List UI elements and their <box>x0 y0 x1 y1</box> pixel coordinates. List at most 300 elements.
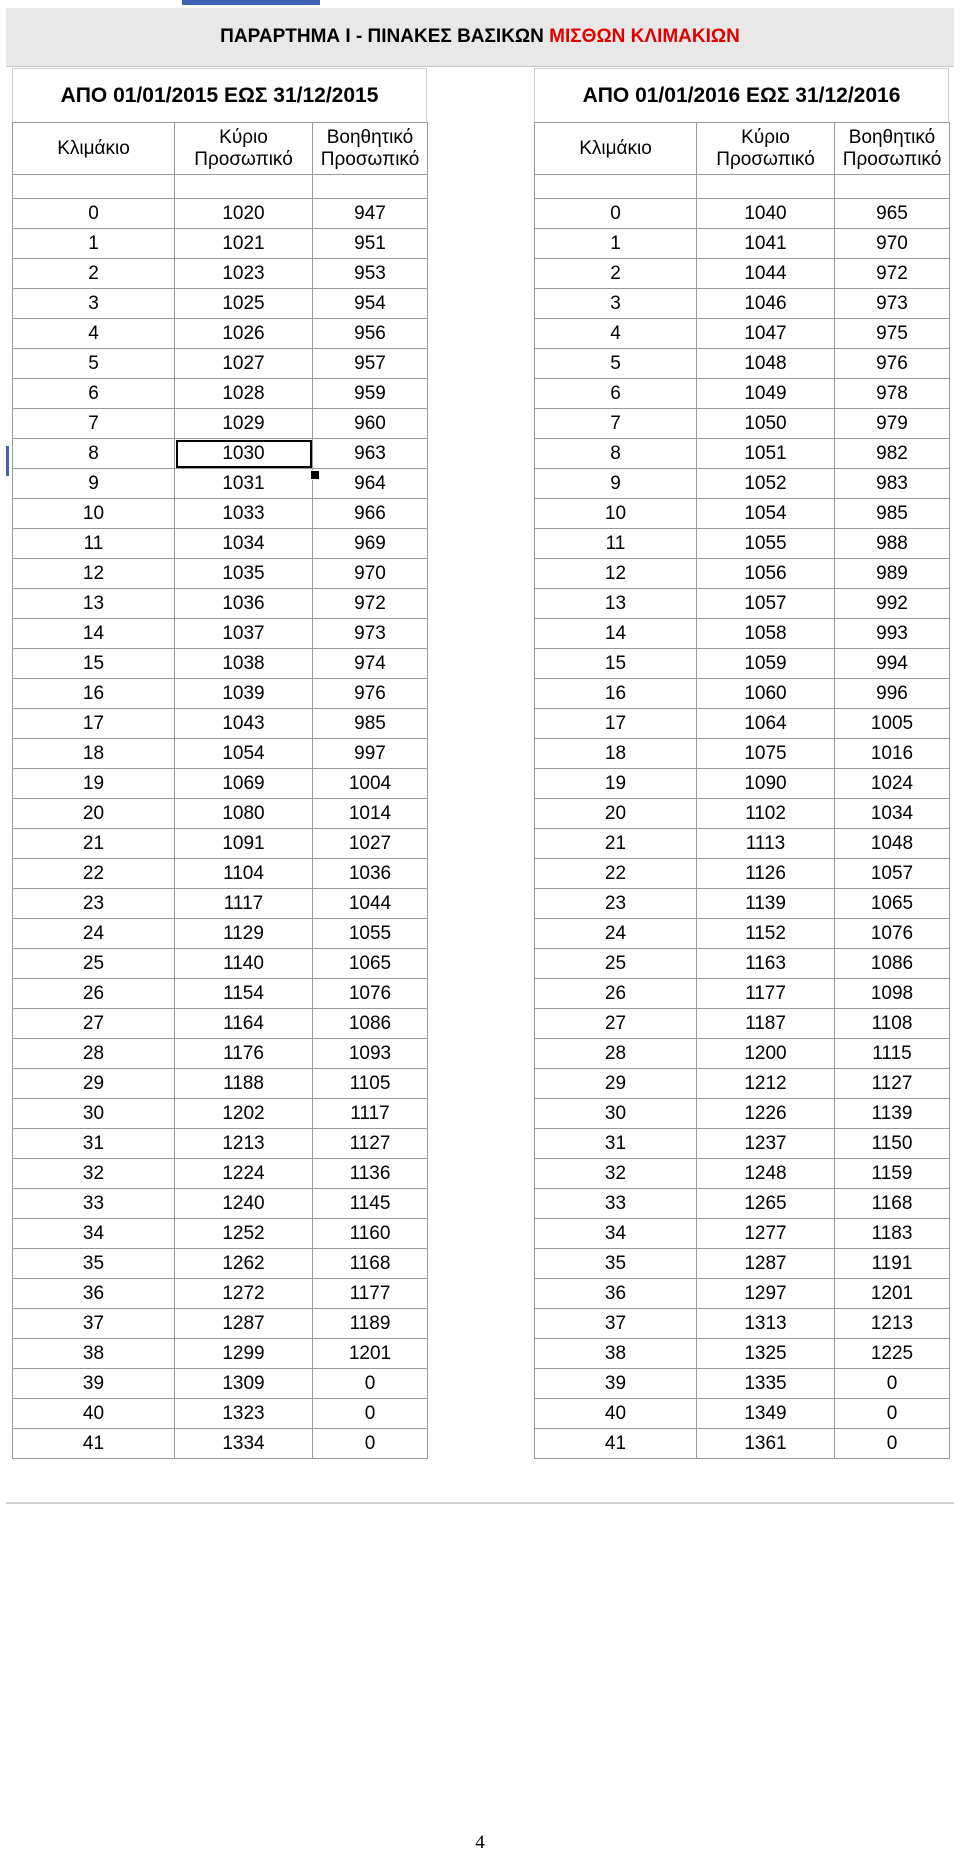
step-cell[interactable]: 41 <box>535 1429 697 1459</box>
step-cell[interactable]: 17 <box>13 709 175 739</box>
aux-salary-cell[interactable]: 1034 <box>835 799 950 829</box>
table-row <box>535 1069 950 1099</box>
step-cell[interactable]: 16 <box>13 679 175 709</box>
aux-salary-cell[interactable]: 1201 <box>835 1279 950 1309</box>
step-cell[interactable]: 15 <box>13 649 175 679</box>
aux-salary-cell[interactable]: 965 <box>835 199 950 229</box>
aux-salary-cell[interactable]: 1177 <box>313 1279 428 1309</box>
step-cell[interactable]: 12 <box>535 559 697 589</box>
step-cell[interactable]: 39 <box>535 1369 697 1399</box>
step-cell[interactable]: 14 <box>535 619 697 649</box>
table-row <box>535 1099 950 1129</box>
main-salary-cell[interactable]: 1069 <box>175 769 313 799</box>
main-salary-cell[interactable]: 1154 <box>175 979 313 1009</box>
step-cell[interactable]: 7 <box>535 409 697 439</box>
aux-salary-cell[interactable]: 978 <box>835 379 950 409</box>
step-cell[interactable]: 37 <box>13 1309 175 1339</box>
main-salary-cell[interactable]: 1043 <box>175 709 313 739</box>
main-salary-cell[interactable]: 1226 <box>697 1099 835 1129</box>
aux-salary-cell[interactable]: 0 <box>313 1429 428 1459</box>
main-salary-cell[interactable]: 1056 <box>697 559 835 589</box>
aux-salary-cell[interactable]: 953 <box>313 259 428 289</box>
step-cell[interactable]: 4 <box>535 319 697 349</box>
main-salary-cell[interactable]: 1054 <box>697 499 835 529</box>
main-salary-cell[interactable]: 1035 <box>175 559 313 589</box>
table-row <box>13 859 428 889</box>
table-row <box>535 379 950 409</box>
step-cell[interactable]: 35 <box>535 1249 697 1279</box>
step-cell[interactable]: 4 <box>13 319 175 349</box>
step-cell[interactable]: 6 <box>535 379 697 409</box>
step-cell[interactable]: 11 <box>13 529 175 559</box>
aux-salary-cell[interactable]: 1004 <box>313 769 428 799</box>
step-cell[interactable]: 25 <box>535 949 697 979</box>
main-salary-cell[interactable]: 1054 <box>175 739 313 769</box>
table-row <box>535 619 950 649</box>
aux-salary-cell[interactable]: 976 <box>835 349 950 379</box>
main-salary-cell[interactable]: 1252 <box>175 1219 313 1249</box>
step-cell[interactable]: 19 <box>13 769 175 799</box>
step-cell[interactable]: 3 <box>535 289 697 319</box>
main-salary-cell[interactable]: 1029 <box>175 409 313 439</box>
aux-salary-cell[interactable]: 1105 <box>313 1069 428 1099</box>
step-cell[interactable]: 22 <box>535 859 697 889</box>
main-salary-cell[interactable]: 1060 <box>697 679 835 709</box>
aux-salary-cell[interactable]: 963 <box>313 439 428 469</box>
table-row <box>535 1309 950 1339</box>
aux-salary-cell[interactable]: 983 <box>835 469 950 499</box>
step-cell[interactable]: 34 <box>13 1219 175 1249</box>
step-cell[interactable]: 34 <box>535 1219 697 1249</box>
main-salary-cell[interactable]: 1052 <box>697 469 835 499</box>
main-salary-cell[interactable]: 1033 <box>175 499 313 529</box>
table-row <box>535 499 950 529</box>
step-cell[interactable]: 19 <box>535 769 697 799</box>
step-cell[interactable]: 25 <box>13 949 175 979</box>
step-cell[interactable]: 37 <box>535 1309 697 1339</box>
main-salary-cell[interactable]: 1177 <box>697 979 835 1009</box>
main-salary-cell[interactable]: 1152 <box>697 919 835 949</box>
empty-cell[interactable] <box>13 175 175 199</box>
aux-salary-cell[interactable]: 959 <box>313 379 428 409</box>
aux-salary-cell[interactable]: 992 <box>835 589 950 619</box>
main-salary-cell[interactable]: 1044 <box>697 259 835 289</box>
fill-handle[interactable] <box>310 470 320 480</box>
main-salary-cell[interactable]: 1057 <box>697 589 835 619</box>
aux-salary-cell[interactable]: 0 <box>313 1399 428 1429</box>
step-cell[interactable]: 31 <box>13 1129 175 1159</box>
main-salary-cell[interactable]: 1248 <box>697 1159 835 1189</box>
step-cell[interactable]: 11 <box>535 529 697 559</box>
main-salary-cell[interactable]: 1058 <box>697 619 835 649</box>
main-salary-cell[interactable]: 1272 <box>175 1279 313 1309</box>
main-salary-cell[interactable]: 1039 <box>175 679 313 709</box>
main-salary-cell[interactable]: 1287 <box>175 1309 313 1339</box>
table-row <box>13 709 428 739</box>
aux-salary-cell[interactable]: 957 <box>313 349 428 379</box>
main-salary-cell[interactable]: 1265 <box>697 1189 835 1219</box>
aux-salary-cell[interactable]: 1168 <box>835 1189 950 1219</box>
table-row <box>13 199 428 229</box>
step-cell[interactable]: 18 <box>535 739 697 769</box>
table-row <box>13 499 428 529</box>
table-row <box>13 1279 428 1309</box>
aux-salary-cell[interactable]: 1189 <box>313 1309 428 1339</box>
aux-salary-cell[interactable]: 1076 <box>313 979 428 1009</box>
main-salary-cell[interactable]: 1299 <box>175 1339 313 1369</box>
table-row <box>13 1369 428 1399</box>
header-row <box>13 123 428 175</box>
aux-salary-cell[interactable]: 1098 <box>835 979 950 1009</box>
main-salary-cell[interactable]: 1023 <box>175 259 313 289</box>
step-cell[interactable]: 23 <box>535 889 697 919</box>
aux-salary-cell[interactable]: 1014 <box>313 799 428 829</box>
step-cell[interactable]: 0 <box>13 199 175 229</box>
aux-salary-cell[interactable]: 960 <box>313 409 428 439</box>
table-row <box>535 1189 950 1219</box>
step-cell[interactable]: 30 <box>13 1099 175 1129</box>
aux-salary-cell[interactable]: 956 <box>313 319 428 349</box>
main-salary-cell[interactable]: 1349 <box>697 1399 835 1429</box>
main-salary-cell[interactable]: 1297 <box>697 1279 835 1309</box>
aux-salary-cell[interactable]: 1086 <box>313 1009 428 1039</box>
main-salary-cell[interactable]: 1038 <box>175 649 313 679</box>
aux-salary-cell[interactable]: 1136 <box>313 1159 428 1189</box>
main-salary-cell[interactable]: 1262 <box>175 1249 313 1279</box>
step-cell[interactable]: 5 <box>535 349 697 379</box>
main-salary-cell[interactable]: 1287 <box>697 1249 835 1279</box>
main-salary-cell[interactable]: 1027 <box>175 349 313 379</box>
step-cell[interactable]: 2 <box>13 259 175 289</box>
step-cell[interactable]: 24 <box>13 919 175 949</box>
main-salary-cell[interactable]: 1047 <box>697 319 835 349</box>
step-cell[interactable]: 28 <box>13 1039 175 1069</box>
step-cell[interactable]: 8 <box>535 439 697 469</box>
step-cell[interactable]: 10 <box>535 499 697 529</box>
main-salary-cell[interactable]: 1237 <box>697 1129 835 1159</box>
aux-salary-cell[interactable]: 1057 <box>835 859 950 889</box>
table-row <box>535 1129 950 1159</box>
header-step[interactable]: Κλιμάκιο <box>13 123 175 175</box>
main-salary-cell[interactable]: 1064 <box>697 709 835 739</box>
table-row <box>13 1159 428 1189</box>
aux-salary-cell[interactable]: 1093 <box>313 1039 428 1069</box>
aux-salary-cell[interactable]: 1213 <box>835 1309 950 1339</box>
aux-salary-cell[interactable]: 964 <box>313 469 428 499</box>
main-salary-cell[interactable]: 1335 <box>697 1369 835 1399</box>
aux-salary-cell[interactable]: 1159 <box>835 1159 950 1189</box>
table-row <box>535 529 950 559</box>
main-salary-cell[interactable]: 1164 <box>175 1009 313 1039</box>
step-cell[interactable]: 31 <box>535 1129 697 1159</box>
main-salary-cell[interactable]: 1213 <box>175 1129 313 1159</box>
step-cell[interactable]: 9 <box>13 469 175 499</box>
main-salary-cell[interactable]: 1361 <box>697 1429 835 1459</box>
aux-salary-cell[interactable]: 973 <box>313 619 428 649</box>
salary-table-2015 <box>12 68 427 1459</box>
aux-salary-cell[interactable]: 993 <box>835 619 950 649</box>
aux-salary-cell[interactable]: 997 <box>313 739 428 769</box>
aux-salary-cell[interactable]: 0 <box>835 1399 950 1429</box>
aux-salary-cell[interactable]: 1108 <box>835 1009 950 1039</box>
header-main-staff[interactable]: Κύριο Προσωπικό <box>697 123 835 175</box>
aux-salary-cell[interactable]: 0 <box>313 1369 428 1399</box>
step-cell[interactable]: 40 <box>535 1399 697 1429</box>
step-cell[interactable]: 13 <box>535 589 697 619</box>
step-cell[interactable]: 32 <box>13 1159 175 1189</box>
table-row <box>13 769 428 799</box>
table-row <box>13 409 428 439</box>
aux-salary-cell[interactable]: 1024 <box>835 769 950 799</box>
empty-cell[interactable] <box>535 175 697 199</box>
step-cell[interactable]: 26 <box>535 979 697 1009</box>
main-salary-cell[interactable]: 1025 <box>175 289 313 319</box>
aux-salary-cell[interactable]: 1139 <box>835 1099 950 1129</box>
empty-cell[interactable] <box>175 175 313 199</box>
step-cell[interactable]: 26 <box>13 979 175 1009</box>
main-salary-cell[interactable]: 1323 <box>175 1399 313 1429</box>
step-cell[interactable]: 29 <box>13 1069 175 1099</box>
step-cell[interactable]: 38 <box>13 1339 175 1369</box>
step-cell[interactable]: 38 <box>535 1339 697 1369</box>
step-cell[interactable]: 36 <box>13 1279 175 1309</box>
step-cell[interactable]: 40 <box>13 1399 175 1429</box>
table-row <box>535 1369 950 1399</box>
main-salary-cell[interactable]: 1037 <box>175 619 313 649</box>
aux-salary-cell[interactable]: 0 <box>835 1369 950 1399</box>
aux-salary-cell[interactable]: 1086 <box>835 949 950 979</box>
table-row <box>535 859 950 889</box>
step-cell[interactable]: 29 <box>535 1069 697 1099</box>
step-cell[interactable]: 35 <box>13 1249 175 1279</box>
main-salary-cell[interactable]: 1202 <box>175 1099 313 1129</box>
main-salary-cell[interactable]: 1034 <box>175 529 313 559</box>
aux-salary-cell[interactable]: 982 <box>835 439 950 469</box>
step-cell[interactable]: 15 <box>535 649 697 679</box>
step-cell[interactable]: 2 <box>535 259 697 289</box>
aux-salary-cell[interactable]: 1005 <box>835 709 950 739</box>
table-row <box>535 1039 950 1069</box>
main-salary-cell[interactable]: 1059 <box>697 649 835 679</box>
step-cell[interactable]: 14 <box>13 619 175 649</box>
aux-salary-cell[interactable]: 1201 <box>313 1339 428 1369</box>
step-cell[interactable]: 13 <box>13 589 175 619</box>
aux-salary-cell[interactable]: 1065 <box>313 949 428 979</box>
step-cell[interactable]: 0 <box>535 199 697 229</box>
step-cell[interactable]: 7 <box>13 409 175 439</box>
step-cell[interactable]: 27 <box>535 1009 697 1039</box>
main-salary-cell[interactable]: 1176 <box>175 1039 313 1069</box>
table-row <box>535 709 950 739</box>
main-salary-cell[interactable]: 1031 <box>175 469 313 499</box>
aux-salary-cell[interactable]: 973 <box>835 289 950 319</box>
main-salary-cell[interactable]: 1030 <box>175 439 313 469</box>
main-salary-cell[interactable]: 1224 <box>175 1159 313 1189</box>
aux-salary-cell[interactable]: 1127 <box>835 1069 950 1099</box>
aux-salary-cell[interactable]: 970 <box>835 229 950 259</box>
aux-salary-cell[interactable]: 989 <box>835 559 950 589</box>
step-cell[interactable]: 6 <box>13 379 175 409</box>
aux-salary-cell[interactable]: 966 <box>313 499 428 529</box>
aux-salary-cell[interactable]: 954 <box>313 289 428 319</box>
aux-salary-cell[interactable]: 1027 <box>313 829 428 859</box>
aux-salary-cell[interactable]: 1076 <box>835 919 950 949</box>
aux-salary-cell[interactable]: 970 <box>313 559 428 589</box>
main-salary-cell[interactable]: 1075 <box>697 739 835 769</box>
main-salary-cell[interactable]: 1129 <box>175 919 313 949</box>
step-cell[interactable]: 8 <box>13 439 175 469</box>
main-salary-cell[interactable]: 1028 <box>175 379 313 409</box>
step-cell[interactable]: 21 <box>13 829 175 859</box>
main-salary-cell[interactable]: 1334 <box>175 1429 313 1459</box>
main-salary-cell[interactable]: 1117 <box>175 889 313 919</box>
main-salary-cell[interactable]: 1091 <box>175 829 313 859</box>
main-salary-cell[interactable]: 1049 <box>697 379 835 409</box>
main-salary-cell[interactable]: 1200 <box>697 1039 835 1069</box>
step-cell[interactable]: 23 <box>13 889 175 919</box>
main-salary-cell[interactable]: 1021 <box>175 229 313 259</box>
step-cell[interactable]: 18 <box>13 739 175 769</box>
step-cell[interactable]: 36 <box>535 1279 697 1309</box>
main-salary-cell[interactable]: 1040 <box>697 199 835 229</box>
table-row <box>13 889 428 919</box>
main-salary-cell[interactable]: 1050 <box>697 409 835 439</box>
aux-salary-cell[interactable]: 1115 <box>835 1039 950 1069</box>
header-main-staff[interactable]: Κύριο Προσωπικό <box>175 123 313 175</box>
aux-salary-cell[interactable]: 976 <box>313 679 428 709</box>
main-salary-cell[interactable]: 1048 <box>697 349 835 379</box>
aux-salary-cell[interactable]: 1160 <box>313 1219 428 1249</box>
step-cell[interactable]: 24 <box>535 919 697 949</box>
main-salary-cell[interactable]: 1051 <box>697 439 835 469</box>
aux-salary-cell[interactable]: 996 <box>835 679 950 709</box>
aux-salary-cell[interactable]: 1048 <box>835 829 950 859</box>
step-cell[interactable]: 33 <box>535 1189 697 1219</box>
aux-salary-cell[interactable]: 1065 <box>835 889 950 919</box>
aux-salary-cell[interactable]: 972 <box>313 589 428 619</box>
step-cell[interactable]: 27 <box>13 1009 175 1039</box>
aux-salary-cell[interactable]: 1150 <box>835 1129 950 1159</box>
main-salary-cell[interactable]: 1188 <box>175 1069 313 1099</box>
aux-salary-cell[interactable]: 988 <box>835 529 950 559</box>
main-salary-cell[interactable]: 1080 <box>175 799 313 829</box>
main-salary-cell[interactable]: 1036 <box>175 589 313 619</box>
aux-salary-cell[interactable]: 969 <box>313 529 428 559</box>
aux-salary-cell[interactable]: 0 <box>835 1429 950 1459</box>
empty-cell[interactable] <box>697 175 835 199</box>
main-salary-cell[interactable]: 1313 <box>697 1309 835 1339</box>
aux-salary-cell[interactable]: 1055 <box>313 919 428 949</box>
aux-salary-cell[interactable]: 1016 <box>835 739 950 769</box>
aux-salary-cell[interactable]: 1145 <box>313 1189 428 1219</box>
empty-cell[interactable] <box>835 175 950 199</box>
main-salary-cell[interactable]: 1309 <box>175 1369 313 1399</box>
main-salary-cell[interactable]: 1140 <box>175 949 313 979</box>
main-salary-cell[interactable]: 1139 <box>697 889 835 919</box>
aux-salary-cell[interactable]: 974 <box>313 649 428 679</box>
aux-salary-cell[interactable]: 1036 <box>313 859 428 889</box>
main-salary-cell[interactable]: 1113 <box>697 829 835 859</box>
aux-salary-cell[interactable]: 979 <box>835 409 950 439</box>
aux-salary-cell[interactable]: 1183 <box>835 1219 950 1249</box>
aux-salary-cell[interactable]: 1168 <box>313 1249 428 1279</box>
aux-salary-cell[interactable]: 1225 <box>835 1339 950 1369</box>
page-number: 4 <box>475 1832 485 1853</box>
aux-salary-cell[interactable]: 994 <box>835 649 950 679</box>
step-cell[interactable]: 22 <box>13 859 175 889</box>
main-salary-cell[interactable]: 1126 <box>697 859 835 889</box>
step-cell[interactable]: 3 <box>13 289 175 319</box>
main-salary-cell[interactable]: 1055 <box>697 529 835 559</box>
main-salary-cell[interactable]: 1325 <box>697 1339 835 1369</box>
table-row <box>535 319 950 349</box>
table-row <box>13 379 428 409</box>
aux-salary-cell[interactable]: 947 <box>313 199 428 229</box>
main-salary-cell[interactable]: 1187 <box>697 1009 835 1039</box>
empty-cell[interactable] <box>313 175 428 199</box>
step-cell[interactable]: 41 <box>13 1429 175 1459</box>
main-salary-cell[interactable]: 1046 <box>697 289 835 319</box>
step-cell[interactable]: 1 <box>13 229 175 259</box>
aux-salary-cell[interactable]: 951 <box>313 229 428 259</box>
header-step[interactable]: Κλιμάκιο <box>535 123 697 175</box>
table-row <box>13 1189 428 1219</box>
main-salary-cell[interactable]: 1026 <box>175 319 313 349</box>
step-cell[interactable]: 39 <box>13 1369 175 1399</box>
aux-salary-cell[interactable]: 1127 <box>313 1129 428 1159</box>
step-cell[interactable]: 17 <box>535 709 697 739</box>
aux-salary-cell[interactable]: 1044 <box>313 889 428 919</box>
step-cell[interactable]: 28 <box>535 1039 697 1069</box>
main-salary-cell[interactable]: 1020 <box>175 199 313 229</box>
main-salary-cell[interactable]: 1277 <box>697 1219 835 1249</box>
step-cell[interactable]: 30 <box>535 1099 697 1129</box>
header-aux-staff[interactable]: Βοηθητικό Προσωπικό <box>313 123 428 175</box>
header-aux-staff[interactable]: Βοηθητικό Προσωπικό <box>835 123 950 175</box>
main-salary-cell[interactable]: 1212 <box>697 1069 835 1099</box>
main-salary-cell[interactable]: 1240 <box>175 1189 313 1219</box>
main-salary-cell[interactable]: 1041 <box>697 229 835 259</box>
step-cell[interactable]: 5 <box>13 349 175 379</box>
aux-salary-cell[interactable]: 1117 <box>313 1099 428 1129</box>
salary-grid <box>534 122 950 1459</box>
aux-salary-cell[interactable]: 1191 <box>835 1249 950 1279</box>
main-salary-cell[interactable]: 1104 <box>175 859 313 889</box>
table-row <box>535 1249 950 1279</box>
main-salary-cell[interactable]: 1102 <box>697 799 835 829</box>
aux-salary-cell[interactable]: 972 <box>835 259 950 289</box>
aux-salary-cell[interactable]: 975 <box>835 319 950 349</box>
main-salary-cell[interactable]: 1163 <box>697 949 835 979</box>
step-cell[interactable]: 9 <box>535 469 697 499</box>
step-cell[interactable]: 21 <box>535 829 697 859</box>
table-row <box>13 589 428 619</box>
step-cell[interactable]: 16 <box>535 679 697 709</box>
step-cell[interactable]: 32 <box>535 1159 697 1189</box>
step-cell[interactable]: 20 <box>13 799 175 829</box>
aux-salary-cell[interactable]: 985 <box>313 709 428 739</box>
step-cell[interactable]: 10 <box>13 499 175 529</box>
table-row <box>535 1279 950 1309</box>
step-cell[interactable]: 1 <box>535 229 697 259</box>
step-cell[interactable]: 33 <box>13 1189 175 1219</box>
step-cell[interactable]: 20 <box>535 799 697 829</box>
step-cell[interactable]: 12 <box>13 559 175 589</box>
table-row <box>13 619 428 649</box>
main-salary-cell[interactable]: 1090 <box>697 769 835 799</box>
table-row <box>535 259 950 289</box>
aux-salary-cell[interactable]: 985 <box>835 499 950 529</box>
